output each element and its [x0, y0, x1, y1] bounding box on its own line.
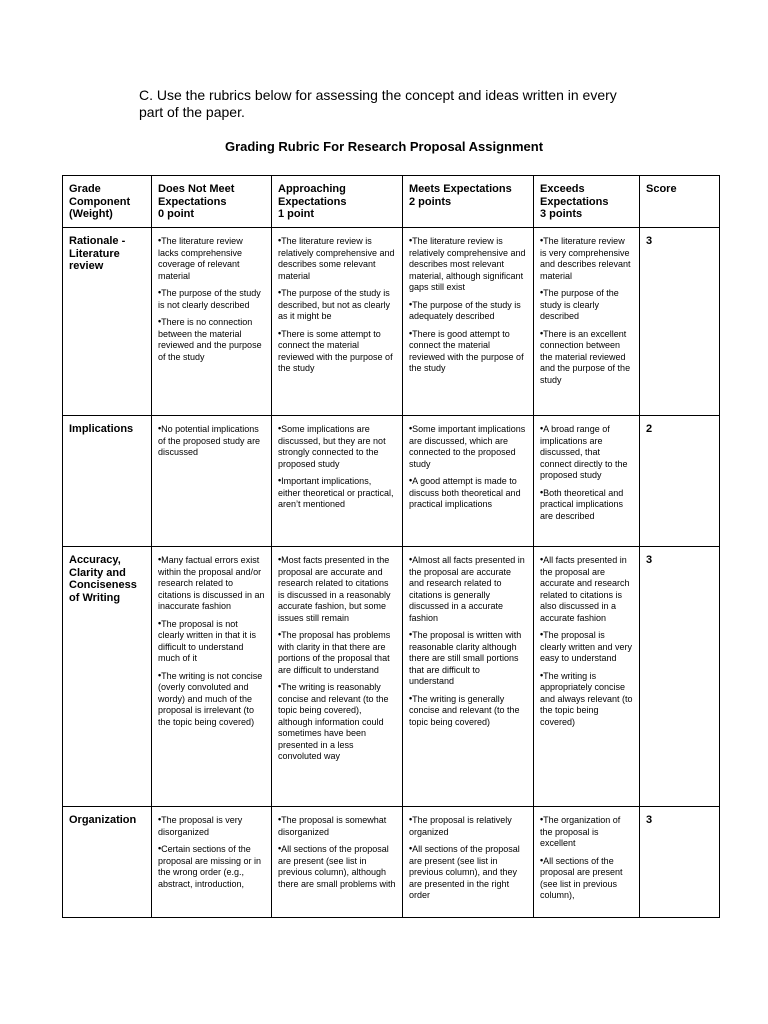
criterion-text: The proposal is very disorganized	[158, 815, 243, 837]
criterion-item	[409, 328, 527, 375]
criterion-text: The literature review is relatively comprehensive and describes most relevant material, although significant gaps still exist	[409, 236, 526, 292]
criteria-approaching	[272, 416, 403, 547]
criterion-item	[158, 423, 265, 459]
criterion-text: The writing is reasonably concise and relevant (to the topic being covered), although information could sometimes have been presented in a less convoluted way	[278, 682, 389, 761]
header-line: Expectations	[158, 195, 227, 208]
criterion-text: The literature review is very comprehensive and describes relevant material	[540, 236, 631, 281]
criterion-text: The proposal is relatively organized	[409, 815, 512, 837]
criterion-text: Some implications are discussed, but they are not strongly connected to the proposed study	[278, 424, 386, 469]
criteria-approaching	[272, 807, 403, 918]
criterion-item	[409, 235, 527, 294]
criterion-text: Many factual errors exist within the proposal and/or research related to citations is discussed in an inaccurate fashion	[158, 555, 265, 611]
criterion-text: All sections of the proposal are present (see list in previous column), and they are presented in the right order	[409, 844, 520, 900]
criteria-meets	[403, 807, 534, 918]
criterion-text: All sections of the proposal are present (see list in previous column), although there are small problems with	[278, 844, 396, 889]
criterion-item	[409, 299, 527, 323]
criterion-text: There is good attempt to connect the material reviewed with the purpose of the study	[409, 328, 524, 373]
criterion-text: Both theoretical and practical implications are described	[540, 487, 624, 521]
bullet-icon: •	[278, 235, 282, 245]
criterion-text: The writing is appropriately concise and always relevant (to the topic being covered)	[540, 670, 633, 727]
criterion-text: No potential implications of the proposed study are discussed	[158, 424, 261, 457]
score-value: 3	[640, 807, 720, 918]
header-approaching	[272, 176, 403, 228]
bullet-icon: •	[409, 298, 413, 309]
criterion-text: The proposal is clearly written and very easy to understand	[540, 630, 633, 663]
criteria-does-not-meet	[152, 807, 272, 918]
criteria-meets	[403, 228, 534, 416]
criterion-item	[540, 423, 633, 482]
criterion-item	[158, 235, 265, 282]
header-line: Grade	[69, 183, 101, 195]
bullet-icon: •	[409, 843, 413, 853]
criterion-item	[409, 629, 527, 688]
bullet-icon: •	[540, 669, 544, 680]
bullet-icon: •	[409, 327, 413, 338]
criterion-item	[278, 423, 396, 470]
criterion-item	[278, 554, 396, 624]
table-row	[63, 547, 720, 807]
grade-component: Accuracy, Clarity and Conciseness of Writing	[63, 547, 152, 807]
bullet-icon: •	[278, 475, 282, 485]
criteria-approaching	[272, 547, 403, 807]
criterion-item	[158, 554, 265, 613]
bullet-icon: •	[540, 854, 544, 865]
criterion-item	[540, 487, 633, 523]
criterion-text: Some important implications are discussed, which are connected to the proposed study	[409, 424, 526, 469]
bullet-icon: •	[540, 423, 544, 433]
criteria-exceeds	[534, 228, 640, 416]
table-row	[63, 416, 720, 547]
criteria-approaching	[272, 228, 403, 416]
bullet-icon: •	[409, 554, 413, 564]
bullet-icon: •	[409, 423, 413, 433]
header-meets	[403, 176, 534, 228]
criterion-text: Most facts presented in the proposal are accurate and research related to citations is discussed in a reasonably accurate fashion, but some issues still remain	[278, 555, 391, 623]
criterion-text: The writing is generally concise and relevant (to the topic being covered)	[409, 693, 520, 727]
header-line: Meets Expectations	[409, 183, 512, 195]
criterion-text: All facts presented in the proposal are accurate and research related to citations is also discussed in a accurate fashion	[540, 555, 630, 623]
criterion-item	[278, 843, 396, 890]
criterion-item	[540, 814, 633, 850]
bullet-icon: •	[278, 681, 282, 691]
criterion-item	[540, 235, 633, 282]
criterion-item	[158, 287, 265, 311]
header-line: Exceeds	[540, 183, 585, 195]
criterion-text: The literature review lacks comprehensive coverage of relevant material	[158, 236, 243, 281]
criterion-item	[409, 814, 527, 838]
bullet-icon: •	[158, 235, 162, 245]
criterion-item	[278, 235, 396, 282]
bullet-icon: •	[409, 814, 413, 824]
bullet-icon: •	[158, 423, 162, 433]
bullet-icon: •	[158, 316, 162, 326]
instruction-text: C. Use the rubrics below for assessing the concept and ideas written in every part of the paper.	[139, 87, 617, 120]
header-line: Component	[69, 195, 131, 208]
criterion-text: Important implications, either theoretical or practical, aren’t mentioned	[278, 476, 394, 509]
header-line: Expectations	[278, 195, 347, 208]
criteria-does-not-meet	[152, 416, 272, 547]
criterion-item	[158, 618, 265, 665]
criterion-text: There is some attempt to connect the material reviewed with the purpose of the study	[278, 328, 393, 373]
criterion-text: The purpose of the study is not clearly described	[158, 288, 261, 310]
criterion-item	[409, 423, 527, 470]
header-does-not-meet	[152, 176, 272, 228]
criteria-exceeds	[534, 547, 640, 807]
grade-component: Rationale - Literature review	[63, 228, 152, 416]
rubric-title: Grading Rubric For Research Proposal Assignment	[224, 139, 544, 154]
header-grade-component	[63, 176, 152, 228]
bullet-icon: •	[409, 629, 413, 639]
bullet-icon: •	[409, 475, 413, 485]
criterion-item	[278, 814, 396, 838]
bullet-icon: •	[540, 814, 544, 824]
header-line: (Weight)	[69, 208, 113, 220]
bullet-icon: •	[278, 814, 282, 824]
criterion-item	[409, 693, 527, 729]
header-line: Approaching	[278, 183, 346, 195]
criterion-item	[409, 554, 527, 624]
score-value: 2	[640, 416, 720, 547]
bullet-icon: •	[540, 327, 544, 338]
bullet-icon: •	[278, 554, 282, 564]
score-value: 3	[640, 228, 720, 416]
bullet-icon: •	[409, 235, 413, 245]
criterion-item	[278, 328, 396, 375]
criteria-does-not-meet	[152, 547, 272, 807]
bullet-icon: •	[158, 617, 162, 628]
criterion-item	[158, 316, 265, 363]
bullet-icon: •	[158, 287, 162, 297]
criterion-text: A broad range of implications are discussed, that connect directly to the proposed study	[540, 424, 628, 480]
criterion-text: Certain sections of the proposal are missing or in the wrong order (e.g., abstract, introduction,	[158, 844, 262, 889]
bullet-icon: •	[278, 327, 282, 338]
criterion-item	[278, 287, 396, 323]
criterion-text: The literature review is relatively comprehensive and describes some relevant material	[278, 236, 395, 281]
criteria-exceeds	[534, 807, 640, 918]
criterion-text: A good attempt is made to discuss both theoretical and practical implications	[409, 476, 521, 509]
criterion-text: The writing is not concise (overly convoluted and wordy) and much of the proposal is irrelevant (to the topic being covered)	[158, 670, 263, 727]
grading-rubric-table	[62, 175, 720, 918]
criterion-item	[278, 629, 396, 676]
criterion-text: The proposal is written with reasonable clarity although there are still small portions that are difficult to understand	[409, 630, 522, 686]
bullet-icon: •	[540, 235, 544, 245]
criterion-text: The purpose of the study is adequately described	[409, 299, 521, 321]
criterion-text: The proposal is somewhat disorganized	[278, 815, 387, 837]
bullet-icon: •	[278, 629, 282, 639]
score-value: 3	[640, 547, 720, 807]
header-line: 3 points	[540, 208, 583, 220]
criterion-item	[158, 814, 265, 838]
criterion-text: The proposal has problems with clarity in that there are portions of the proposal that are difficult to understand	[278, 630, 391, 675]
bullet-icon: •	[540, 629, 544, 639]
bullet-icon: •	[158, 554, 162, 564]
criteria-does-not-meet	[152, 228, 272, 416]
bullet-icon: •	[540, 486, 544, 497]
criterion-item	[158, 843, 265, 890]
criterion-item	[278, 681, 396, 763]
criterion-text: The purpose of the study is clearly described	[540, 288, 619, 321]
criterion-text: The purpose of the study is described, but not as clearly as it might be	[278, 288, 391, 321]
criterion-text: There is no connection between the material reviewed and the purpose of the study	[158, 317, 262, 362]
criteria-meets	[403, 547, 534, 807]
criterion-item	[540, 287, 633, 323]
bullet-icon: •	[278, 423, 282, 433]
bullet-icon: •	[540, 554, 544, 564]
criterion-text: Almost all facts presented in the proposal are accurate and research related to citations is generally discussed in a accurate fashion	[409, 555, 525, 623]
table-row	[63, 807, 720, 918]
criterion-item	[409, 843, 527, 902]
header-line: 1 point	[278, 208, 315, 220]
header-exceeds	[534, 176, 640, 228]
header-row	[63, 176, 720, 228]
criterion-item	[540, 554, 633, 624]
criterion-item	[409, 475, 527, 511]
header-line: 0 point	[158, 208, 195, 220]
criterion-item	[278, 475, 396, 511]
bullet-icon: •	[278, 843, 282, 853]
table-row	[63, 228, 720, 416]
criterion-item	[158, 670, 265, 729]
criteria-meets	[403, 416, 534, 547]
criteria-exceeds	[534, 416, 640, 547]
grade-component: Implications	[63, 416, 152, 547]
criterion-item	[540, 670, 633, 729]
bullet-icon: •	[158, 669, 162, 680]
criterion-item	[540, 855, 633, 902]
bullet-icon: •	[158, 814, 162, 824]
header-line: 2 points	[409, 195, 452, 208]
header-line: Does Not Meet	[158, 183, 235, 195]
criterion-text: There is an excellent connection between the material reviewed and the purpose of the study	[540, 328, 631, 385]
criterion-text: All sections of the proposal are present (see list in previous column),	[540, 855, 623, 900]
header-line: Expectations	[540, 195, 609, 208]
bullet-icon: •	[158, 843, 162, 853]
criterion-text: The proposal is not clearly written in that it is difficult to understand much of it	[158, 618, 257, 663]
bullet-icon: •	[409, 692, 413, 703]
grade-component: Organization	[63, 807, 152, 918]
bullet-icon: •	[278, 287, 282, 297]
criterion-item	[540, 328, 633, 387]
header-score: Score	[640, 176, 720, 228]
criterion-item	[540, 629, 633, 665]
criterion-text: The organization of the proposal is excellent	[540, 815, 621, 848]
bullet-icon: •	[540, 287, 544, 297]
